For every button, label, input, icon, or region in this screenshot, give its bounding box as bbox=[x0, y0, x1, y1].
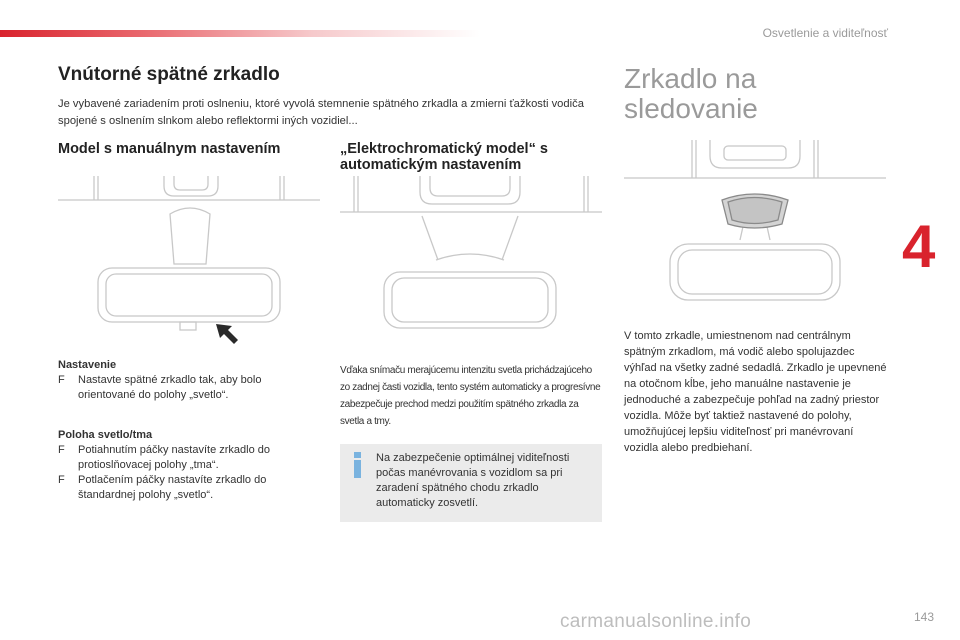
info-icon bbox=[351, 452, 365, 478]
section-header: Osvetlenie a viditeľnosť bbox=[762, 26, 888, 40]
position-item-text: Potiahnutím páčky nastavíte zrkadlo do protioslňovacej polohy „tma“. bbox=[78, 444, 270, 471]
electro-description: Vďaka snímaču merajúcemu intenzitu svetla prichádzajúceho zo zadnej časti vozidla, tento systém automaticky a progresívne zabezpečuje prechod medzi použitím spätného zrkadla za svetla a tmy. bbox=[340, 365, 601, 427]
manual-position-section bbox=[58, 428, 320, 503]
manual-setting-section bbox=[58, 358, 320, 403]
intro-paragraph: Je vybavené zariadením proti oslneniu, ktoré vyvolá stemnenie spätného zrkadla a zmierni ťažkosti vodiča spojené s oslnením slnkom alebo reflektormi iných vozidiel... bbox=[58, 98, 584, 127]
bullet-icon: F bbox=[58, 374, 65, 386]
manual-mirror-illustration bbox=[58, 172, 320, 348]
setting-item-text: Nastavte spätné zrkadlo tak, aby bolo orientované do polohy „svetlo“. bbox=[78, 374, 262, 401]
list-item bbox=[58, 443, 320, 473]
monitoring-mirror-title-line2: sledovanie bbox=[624, 93, 758, 124]
electrochromatic-mirror-illustration bbox=[340, 176, 602, 336]
monitoring-mirror-title-line1: Zrkadlo na bbox=[624, 63, 757, 94]
page-title: Vnútorné spätné zrkadlo bbox=[58, 64, 280, 85]
setting-subheading: Nastavenie bbox=[58, 359, 117, 371]
list-item bbox=[58, 373, 320, 403]
bullet-icon: F bbox=[58, 474, 65, 486]
position-subheading: Poloha svetlo/tma bbox=[58, 429, 153, 441]
header-accent-bar bbox=[0, 30, 480, 37]
manual-model-heading: Model s manuálnym nastavením bbox=[58, 141, 281, 157]
lever-arrow-icon bbox=[216, 324, 238, 344]
monitoring-mirror-description: V tomto zrkadle, umiestnenom nad centrálnym spätným zrkadlom, má vodič alebo spolujazdec výhľad na všetky zadné sedadlá. Zrkadlo je upevnené na otočnom kĺbe, jeho manuálne nastavenie je jednoduché a zabezpečuje pohľad na zadný priestor vozidla. Môže byť taktiež nastavené do polohy, umožňujúcej lepšiu viditeľnosť pri manévrovaní vozidla alebo predbiehaní. bbox=[624, 330, 887, 454]
chapter-number: 4 bbox=[902, 213, 936, 280]
electro-model-heading: „Elektrochromatický model“ s automatickým nastavením bbox=[340, 141, 548, 173]
info-box bbox=[340, 444, 602, 522]
position-item-text: Potlačením páčky nastavíte zrkadlo do štandardnej polohy „svetlo“. bbox=[78, 474, 267, 501]
monitoring-mirror-illustration bbox=[624, 136, 886, 320]
monitoring-mirror-title bbox=[624, 64, 758, 124]
list-item bbox=[58, 473, 320, 503]
page-number: 143 bbox=[913, 610, 934, 624]
info-text: Na zabezpečenie optimálnej viditeľnosti počas manévrovania s vozidlom sa pri zaradení spätného chodu zrkadlo automaticky zosvetlí. bbox=[376, 452, 570, 509]
bullet-icon: F bbox=[58, 444, 65, 456]
watermark: carmanualsonline.info bbox=[560, 611, 752, 632]
